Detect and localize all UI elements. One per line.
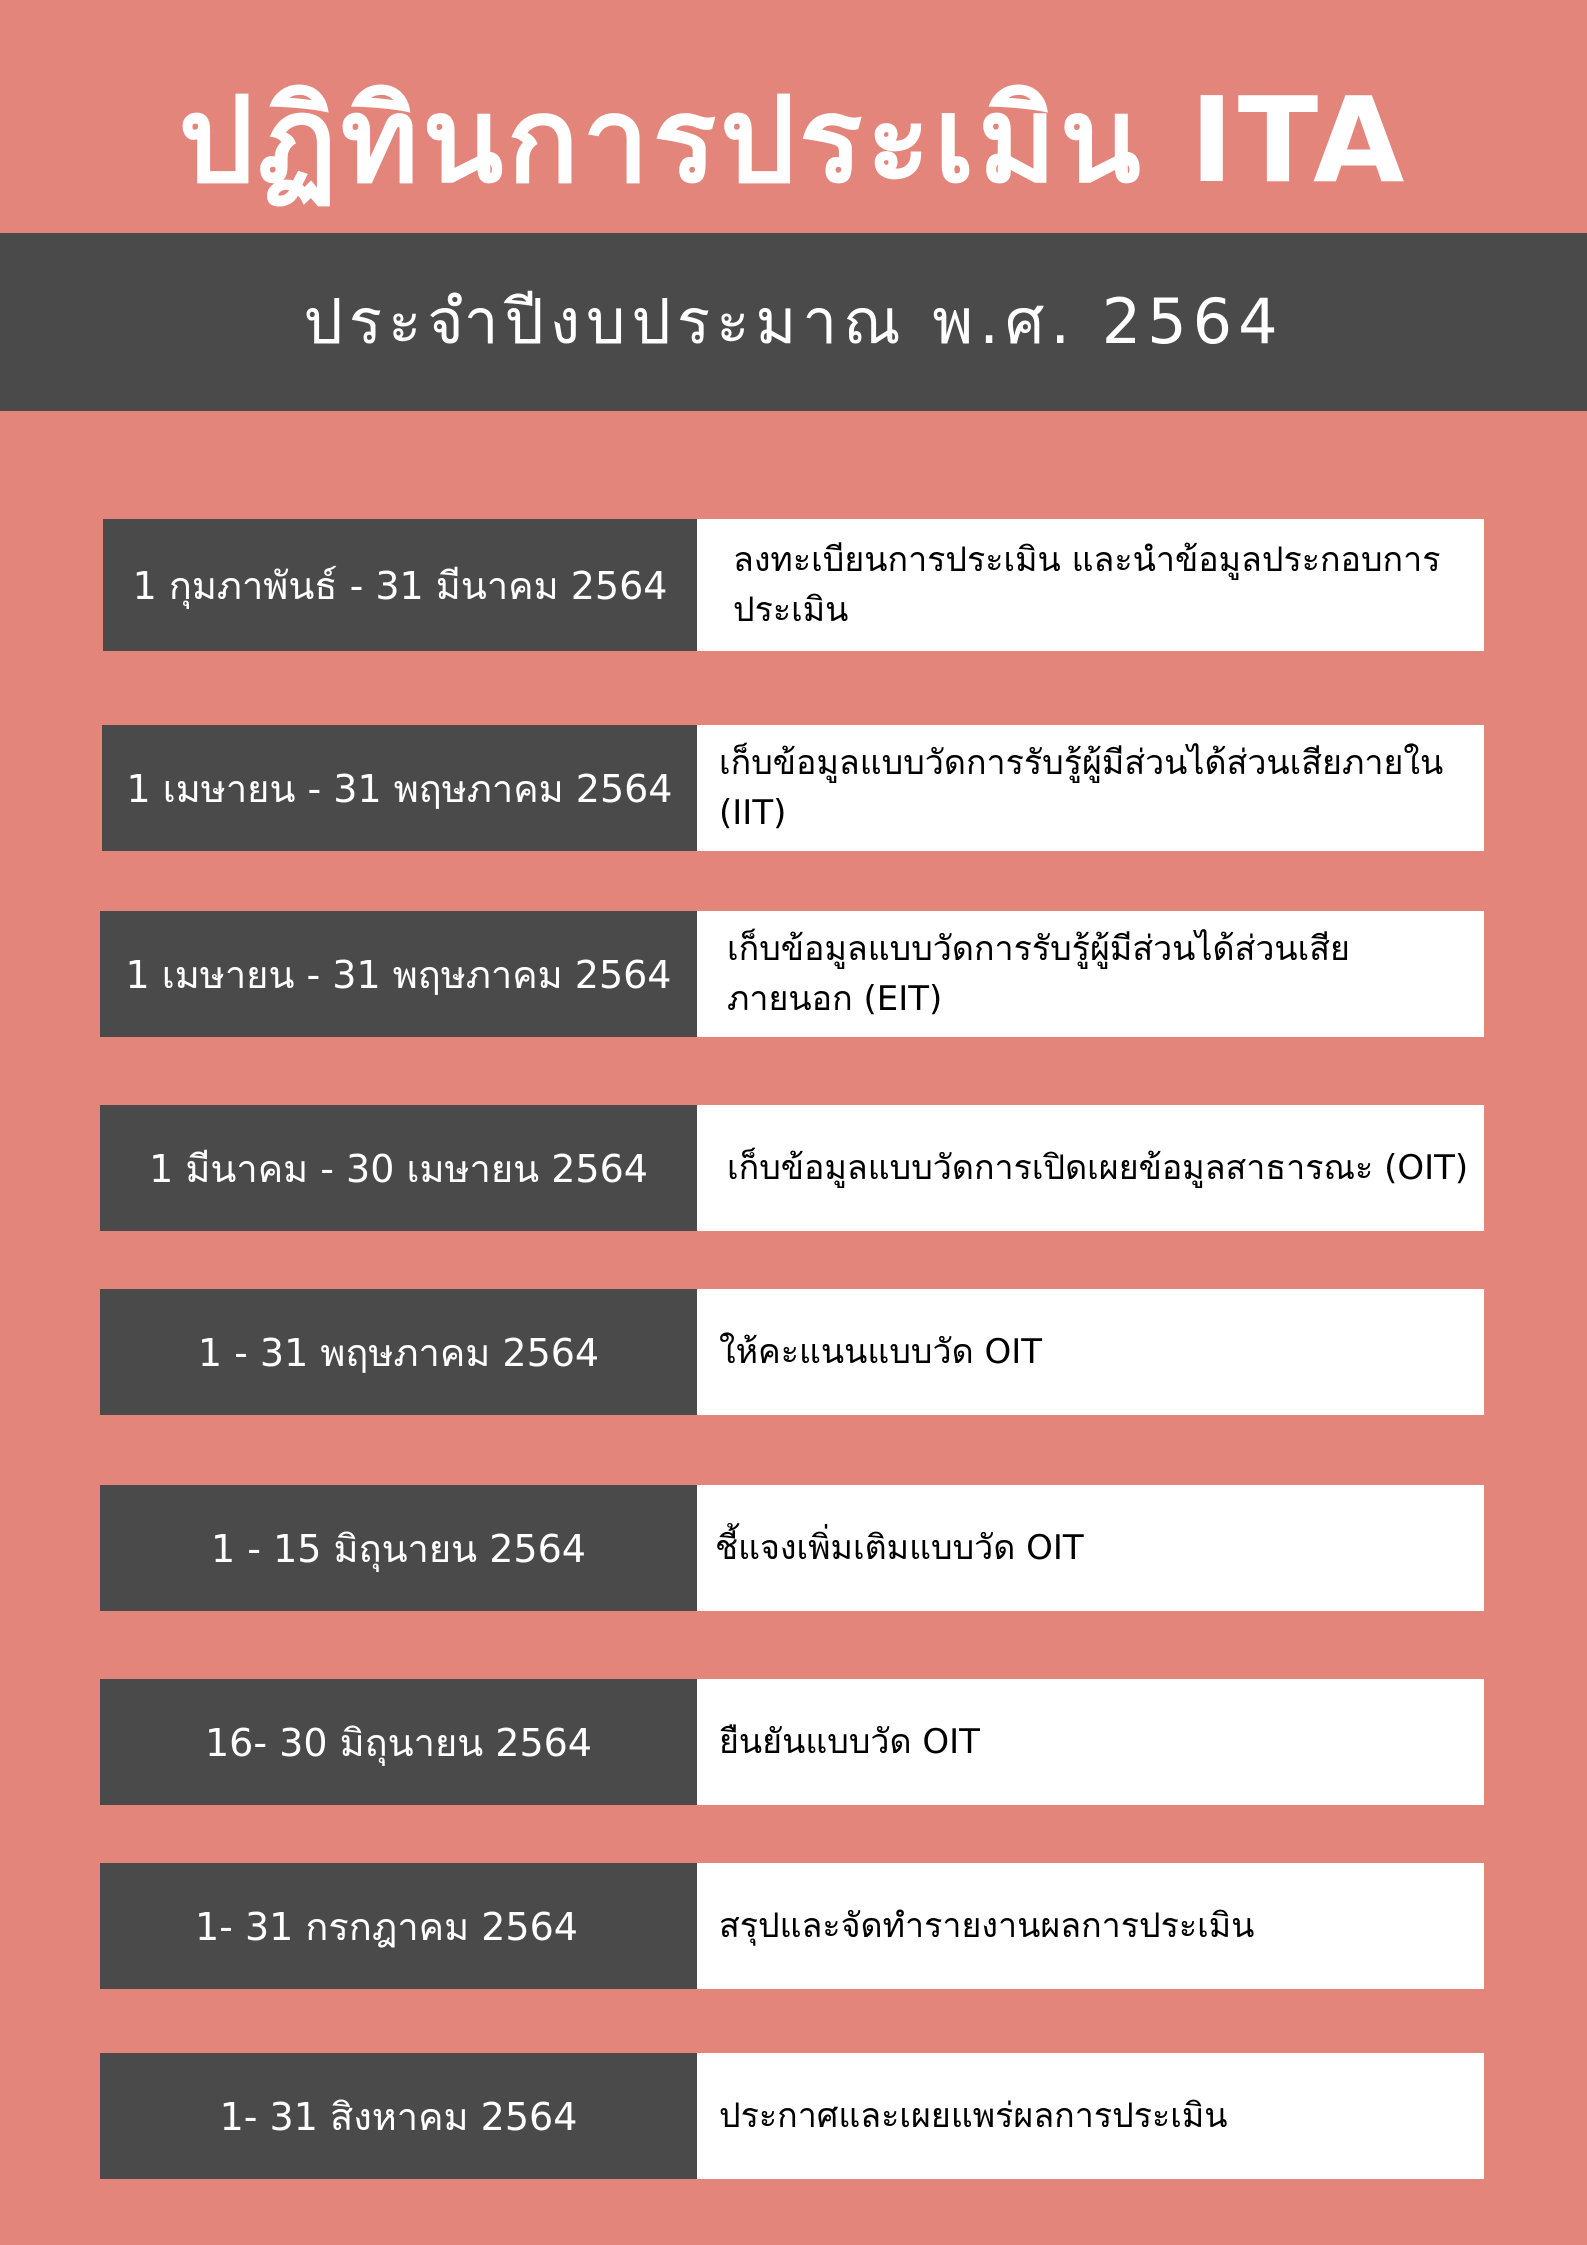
schedule-date: 1 - 31 พฤษภาคม 2564 — [100, 1289, 697, 1415]
page-subtitle: ประจำปีงบประมาณ พ.ศ. 2564 — [303, 285, 1284, 358]
schedule-activity-text: ลงทะเบียนการประเมิน และนำข้อมูลประกอบการประเมิน — [733, 540, 1441, 630]
schedule-row — [100, 911, 1484, 1037]
schedule-activity-text: สรุปและจัดทำรายงานผลการประเมิน — [719, 1906, 1255, 1946]
schedule-row — [100, 2053, 1484, 2179]
schedule-row — [103, 519, 1484, 651]
schedule-activity — [697, 2053, 1484, 2179]
schedule-row — [102, 725, 1484, 851]
schedule-activity — [697, 725, 1484, 851]
schedule-activity — [697, 1863, 1484, 1989]
schedule-row — [100, 1105, 1484, 1231]
schedule-activity — [697, 1485, 1484, 1611]
schedule-activity-text: เก็บข้อมูลแบบวัดการรับรู้ผู้มีส่วนได้ส่วนเสียภายใน (IIT) — [719, 743, 1444, 833]
schedule-activity-text: ชี้แจงเพิ่มเติมแบบวัด OIT — [715, 1528, 1084, 1568]
schedule-date: 1 - 15 มิถุนายน 2564 — [100, 1485, 697, 1611]
schedule-date: 1 เมษายน - 31 พฤษภาคม 2564 — [100, 911, 697, 1037]
schedule-row — [100, 1863, 1484, 1989]
schedule-activity — [697, 911, 1484, 1037]
schedule-date: 1 มีนาคม - 30 เมษายน 2564 — [100, 1105, 697, 1231]
schedule-date: 1 กุมภาพันธ์ - 31 มีนาคม 2564 — [103, 519, 697, 651]
schedule-activity-text: ยืนยันแบบวัด OIT — [719, 1722, 980, 1762]
schedule-date: 16- 30 มิถุนายน 2564 — [100, 1679, 697, 1805]
schedule-date: 1- 31 สิงหาคม 2564 — [100, 2053, 697, 2179]
schedule-activity-text: เก็บข้อมูลแบบวัดการเปิดเผยข้อมูลสาธารณะ (OIT) — [727, 1148, 1469, 1188]
schedule-activity — [697, 519, 1484, 651]
page-title: ปฏิทินการประเมิน ITA — [178, 71, 1409, 209]
subtitle-band — [0, 233, 1587, 411]
schedule-activity — [697, 1679, 1484, 1805]
schedule-activity-text: เก็บข้อมูลแบบวัดการรับรู้ผู้มีส่วนได้ส่วนเสียภายนอก (EIT) — [727, 929, 1350, 1019]
schedule-activity — [697, 1105, 1484, 1231]
schedule-row — [100, 1289, 1484, 1415]
schedule-activity — [697, 1289, 1484, 1415]
schedule-row — [100, 1679, 1484, 1805]
schedule-date: 1- 31 กรกฎาคม 2564 — [100, 1863, 697, 1989]
schedule-activity-text: ให้คะแนนแบบวัด OIT — [719, 1332, 1043, 1372]
schedule-date: 1 เมษายน - 31 พฤษภาคม 2564 — [102, 725, 697, 851]
schedule-row — [100, 1485, 1484, 1611]
schedule-activity-text: ประกาศและเผยแพร่ผลการประเมิน — [719, 2096, 1228, 2136]
